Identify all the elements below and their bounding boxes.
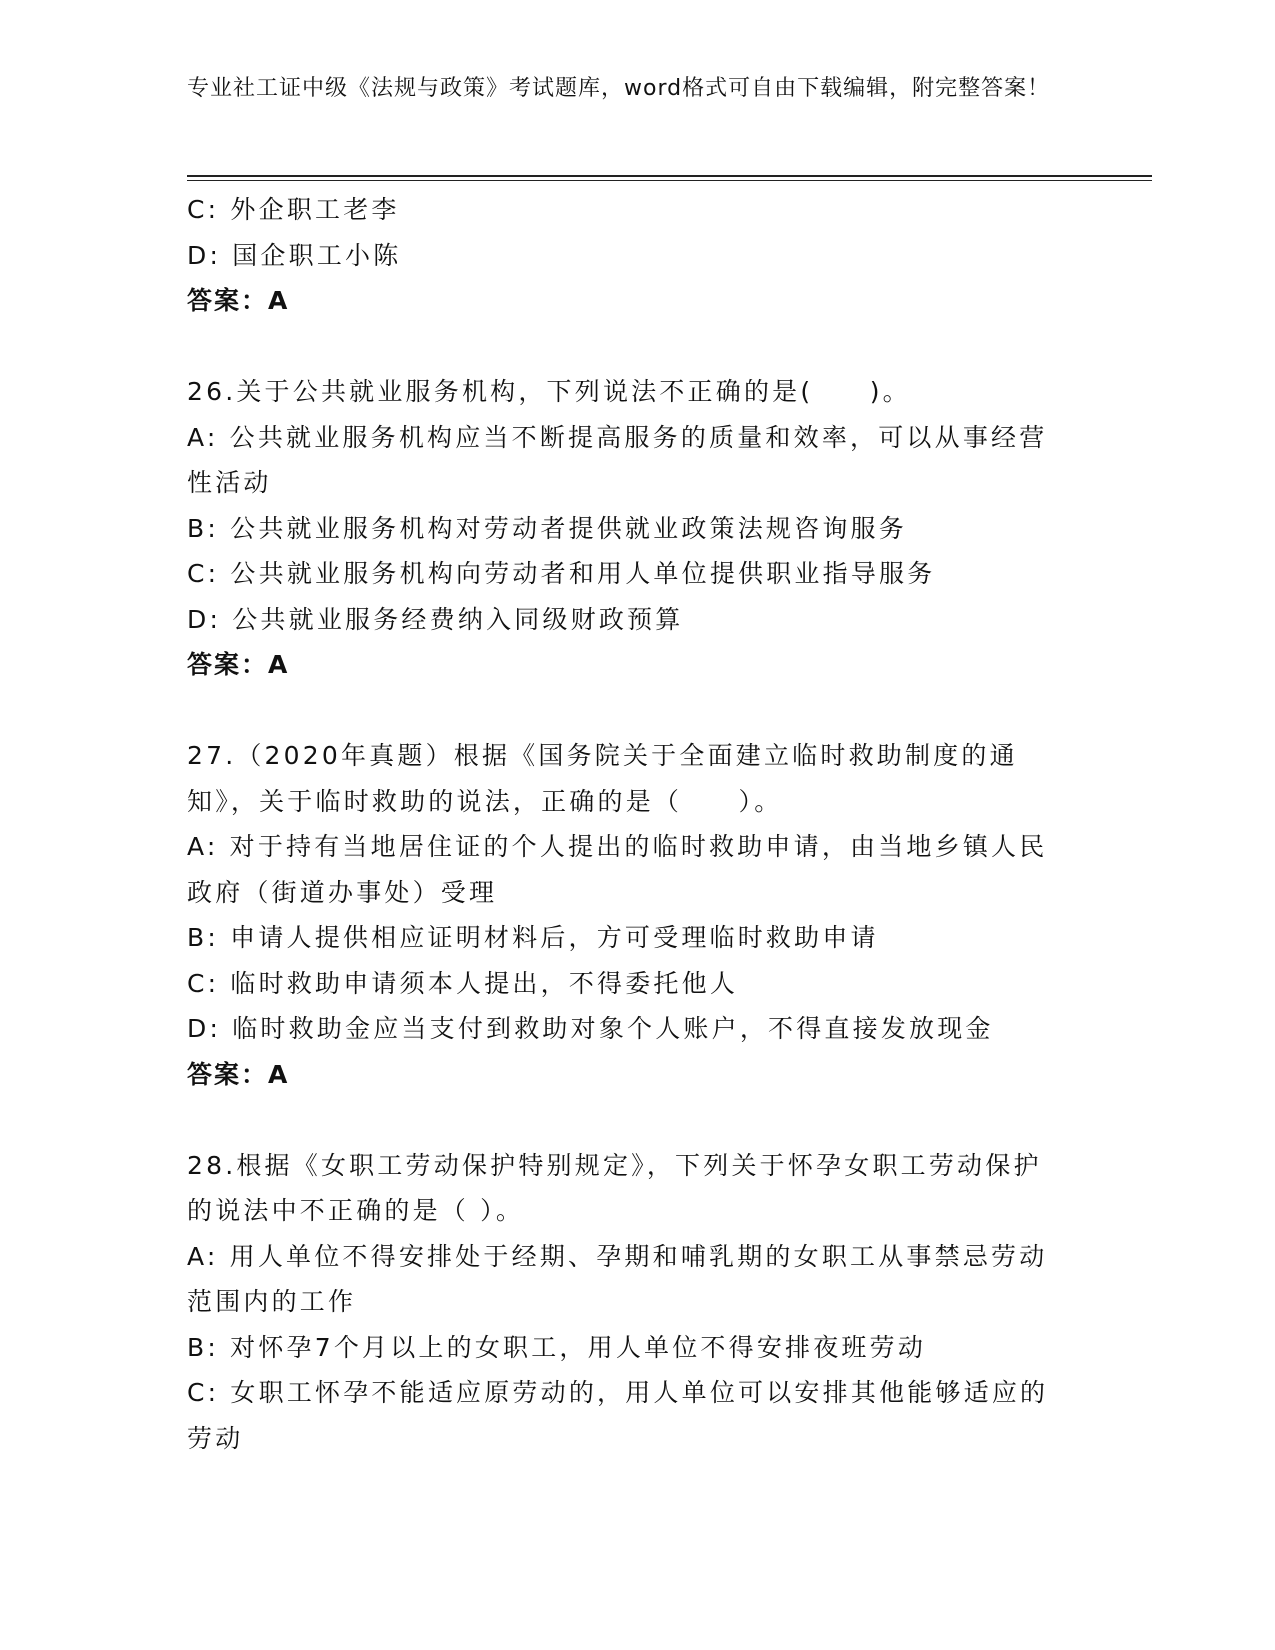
question-stem: 28.根据《女职工劳动保护特别规定》，下列关于怀孕女职工劳动保护的说法中不正确的是（ ）。 bbox=[187, 1150, 1042, 1225]
spacer bbox=[187, 324, 1067, 370]
spacer bbox=[187, 688, 1067, 734]
question-stem: 27.（2020年真题）根据《国务院关于全面建立临时救助制度的通知》，关于临时救助的说法，正确的是（ ）。 bbox=[187, 741, 1018, 816]
option-d: D: 临时救助金应当支付到救助对象个人账户，不得直接发放现金 bbox=[187, 1014, 994, 1043]
option-d: D: 国企职工小陈 bbox=[187, 240, 402, 270]
option-d: D: 公共就业服务经费纳入同级财政预算 bbox=[187, 604, 684, 634]
answer: 答案：A bbox=[187, 286, 290, 315]
option-b: B: 公共就业服务机构对劳动者提供就业政策法规咨询服务 bbox=[187, 513, 907, 543]
option-a: A: 对于持有当地居住证的个人提出的临时救助申请，由当地乡镇人民政府（街道办事处）受理 bbox=[187, 832, 1048, 907]
option-b: B: 申请人提供相应证明材料后，方可受理临时救助申请 bbox=[187, 923, 879, 952]
option-a: A: 公共就业服务机构应当不断提高服务的质量和效率，可以从事经营性活动 bbox=[187, 422, 1048, 497]
answer: 答案：A bbox=[187, 650, 290, 679]
option-c: C: 公共就业服务机构向劳动者和用人单位提供职业指导服务 bbox=[187, 559, 936, 588]
option-c: C: 女职工怀孕不能适应原劳动的，用人单位可以安排其他能够适应的劳动 bbox=[187, 1378, 1049, 1453]
document-header bbox=[187, 72, 1067, 105]
header-divider-thin bbox=[187, 180, 1152, 181]
option-a: A: 用人单位不得安排处于经期、孕期和哺乳期的女职工从事禁忌劳动范围内的工作 bbox=[187, 1241, 1048, 1316]
answer: 答案：A bbox=[187, 1059, 290, 1089]
header-text: 专业社工证中级《法规与政策》考试题库，word格式可自由下载编辑，附完整答案！ bbox=[187, 76, 1051, 101]
spacer bbox=[187, 1097, 1067, 1143]
document-body bbox=[187, 187, 1067, 1461]
option-c: C: 外企职工老李 bbox=[187, 195, 400, 224]
header-divider-thick bbox=[187, 175, 1152, 177]
question-stem: 26.关于公共就业服务机构，下列说法不正确的是( )。 bbox=[187, 377, 911, 406]
question-26 bbox=[187, 369, 1067, 688]
question-27 bbox=[187, 733, 1067, 1097]
question-28 bbox=[187, 1143, 1067, 1462]
option-b: B: 对怀孕7个月以上的女职工，用人单位不得安排夜班劳动 bbox=[187, 1332, 927, 1362]
question-25-continued bbox=[187, 187, 1067, 324]
option-c: C: 临时救助申请须本人提出，不得委托他人 bbox=[187, 968, 739, 998]
